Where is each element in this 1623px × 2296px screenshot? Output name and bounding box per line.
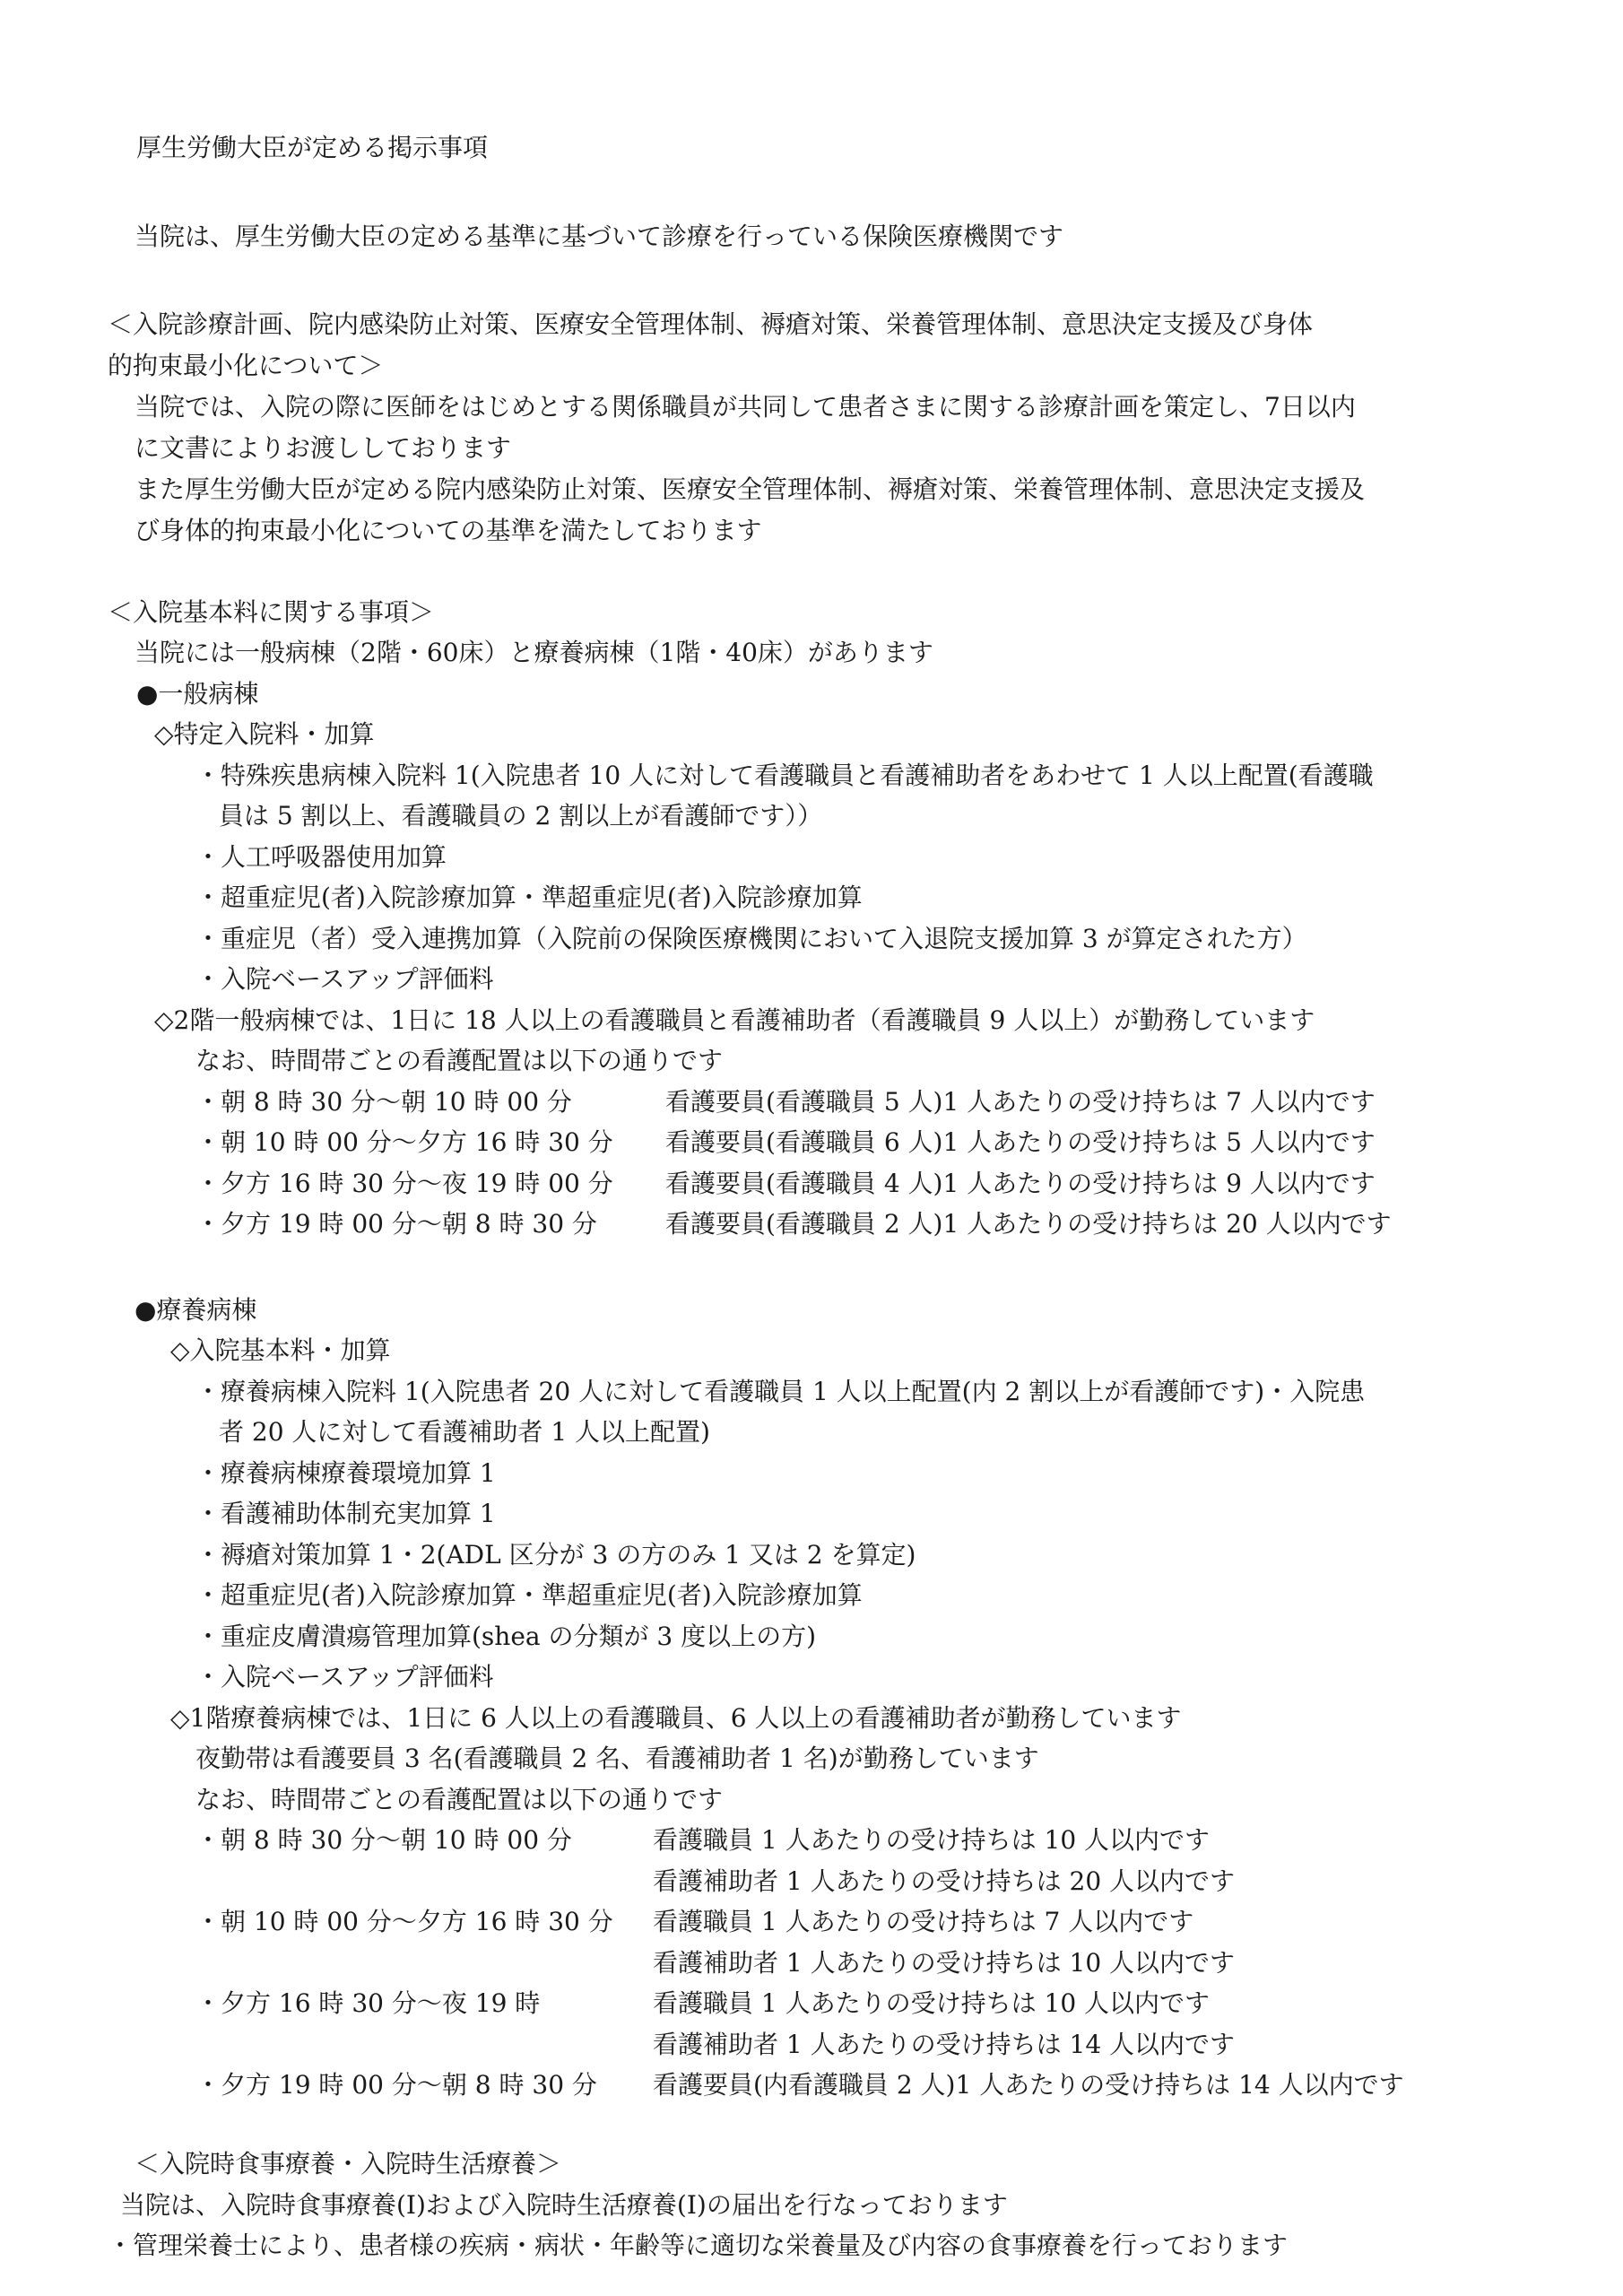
shift-desc: 看護補助者 1 人あたりの受け持ちは 10 人以内です — [653, 1948, 1236, 1978]
shift-desc: 看護要員(看護職員 5 人)1 人あたりの受け持ちは 7 人以内です — [665, 1087, 1376, 1117]
shift-desc: 看護職員 1 人あたりの受け持ちは 10 人以内です — [653, 1988, 1211, 2018]
general-item: 員は 5 割以上、看護職員の 2 割以上が看護師です）） — [219, 801, 823, 831]
plan-paragraph2-line2: び身体的拘束最小化についての基準を満たしております — [135, 516, 762, 545]
shift-time: ・朝 8 時 30 分～朝 10 時 00 分 — [195, 1087, 572, 1117]
care-item: ・超重症児(者)入院診療加算・準超重症児(者)入院診療加算 — [195, 1580, 863, 1610]
meal-paragraph2: ・管理栄養士により、患者様の疾病・病状・年齢等に適切な栄養量及び内容の食事療養を行っております — [108, 2231, 1289, 2260]
general-item: ・入院ベースアップ評価料 — [195, 964, 494, 994]
shift-desc: 看護補助者 1 人あたりの受け持ちは 14 人以内です — [653, 2030, 1236, 2059]
plan-heading-line2: 的拘束最小化について＞ — [108, 351, 384, 380]
shift-time: ・夕方 19 時 00 分～朝 8 時 30 分 — [195, 1209, 597, 1239]
care-note: なお、時間帯ごとの看護配置は以下の通りです — [195, 1785, 724, 1814]
shift-time: ・夕方 19 時 00 分～朝 8 時 30 分 — [195, 2070, 597, 2100]
basic-fee-intro: 当院には一般病棟（2階・60床）と療養病棟（1階・40床）があります — [135, 638, 933, 667]
care-ward-title: ●療養病棟 — [135, 1295, 257, 1325]
intro-text: 当院は、厚生労働大臣の定める基準に基づいて診療を行っている保険医療機関です — [135, 222, 1064, 251]
document-title: 厚生労働大臣が定める掲示事項 — [136, 133, 489, 162]
general-ward-title: ●一般病棟 — [136, 679, 259, 709]
general-item: ・人工呼吸器使用加算 — [195, 842, 447, 872]
care-item: ・看護補助体制充実加算 1 — [195, 1499, 496, 1528]
general-staff-line: ◇2階一般病棟では、1日に 18 人以上の看護職員と看護補助者（看護職員 9 人以上）が勤務しています — [154, 1005, 1315, 1035]
plan-paragraph1-line2: に文書によりお渡ししております — [135, 433, 512, 463]
care-ward-subtitle: ◇入院基本料・加算 — [170, 1335, 391, 1365]
plan-paragraph2-line1: また厚生労働大臣が定める院内感染防止対策、医療安全管理体制、褥瘡対策、栄養管理体制、意思決定支援及 — [135, 474, 1366, 504]
shift-desc: 看護要員(看護職員 4 人)1 人あたりの受け持ちは 9 人以内です — [665, 1169, 1376, 1198]
shift-time: ・朝 10 時 00 分～夕方 16 時 30 分 — [195, 1127, 613, 1157]
shift-time: ・夕方 16 時 30 分～夜 19 時 — [195, 1988, 541, 2018]
care-staff-line: ◇1階療養病棟では、1日に 6 人以上の看護職員、6 人以上の看護補助者が勤務しています — [170, 1703, 1182, 1733]
shift-desc: 看護要員(看護職員 6 人)1 人あたりの受け持ちは 5 人以内です — [665, 1127, 1376, 1157]
shift-time: ・朝 8 時 30 分～朝 10 時 00 分 — [195, 1825, 572, 1855]
general-item: ・超重症児(者)入院診療加算・準超重症児(者)入院診療加算 — [195, 883, 863, 912]
shift-desc: 看護要員(看護職員 2 人)1 人あたりの受け持ちは 20 人以内です — [665, 1209, 1392, 1239]
shift-desc: 看護職員 1 人あたりの受け持ちは 10 人以内です — [653, 1825, 1211, 1855]
basic-fee-heading: ＜入院基本料に関する事項＞ — [108, 597, 435, 627]
care-item: ・療養病棟入院料 1(入院患者 20 人に対して看護職員 1 人以上配置(内 2 割以上が看護師です)・入院患 — [195, 1377, 1366, 1406]
care-night-line: 夜勤帯は看護要員 3 名(看護職員 2 名、看護補助者 1 名)が勤務しています — [195, 1744, 1039, 1773]
general-item: ・特殊疾患病棟入院料 1(入院患者 10 人に対して看護職員と看護補助者をあわせて 1 人以上配置(看護職 — [195, 761, 1374, 790]
shift-time: ・夕方 16 時 30 分～夜 19 時 00 分 — [195, 1169, 613, 1198]
care-item: 者 20 人に対して看護補助者 1 人以上配置) — [219, 1417, 710, 1447]
shift-desc: 看護職員 1 人あたりの受け持ちは 7 人以内です — [653, 1907, 1194, 1936]
care-item: ・褥瘡対策加算 1・2(ADL 区分が 3 の方のみ 1 又は 2 を算定) — [195, 1540, 916, 1570]
meal-paragraph1: 当院は、入院時食事療養(Ⅰ)および入院時生活療養(Ⅰ)の届出を行なっております — [120, 2190, 1008, 2220]
shift-desc: 看護補助者 1 人あたりの受け持ちは 20 人以内です — [653, 1866, 1236, 1896]
shift-desc: 看護要員(内看護職員 2 人)1 人あたりの受け持ちは 14 人以内です — [653, 2070, 1404, 2100]
general-note: なお、時間帯ごとの看護配置は以下の通りです — [195, 1046, 724, 1075]
plan-paragraph1-line1: 当院では、入院の際に医師をはじめとする関係職員が共同して患者さまに関する診療計画を策定し、7日以内 — [135, 392, 1356, 422]
meal-heading: ＜入院時食事療養・入院時生活療養＞ — [135, 2149, 562, 2179]
care-item: ・重症皮膚潰瘍管理加算(shea の分類が 3 度以上の方) — [195, 1622, 817, 1651]
care-item: ・入院ベースアップ評価料 — [195, 1662, 494, 1692]
shift-time: ・朝 10 時 00 分～夕方 16 時 30 分 — [195, 1907, 613, 1936]
general-ward-subtitle: ◇特定入院料・加算 — [154, 719, 375, 749]
care-item: ・療養病棟療養環境加算 1 — [195, 1458, 496, 1488]
plan-heading-line1: ＜入院診療計画、院内感染防止対策、医療安全管理体制、褥瘡対策、栄養管理体制、意思決定支援及び身体 — [108, 309, 1314, 339]
general-item: ・重症児（者）受入連携加算（入院前の保険医療機関において入退院支援加算 3 が算定された方） — [195, 924, 1307, 953]
